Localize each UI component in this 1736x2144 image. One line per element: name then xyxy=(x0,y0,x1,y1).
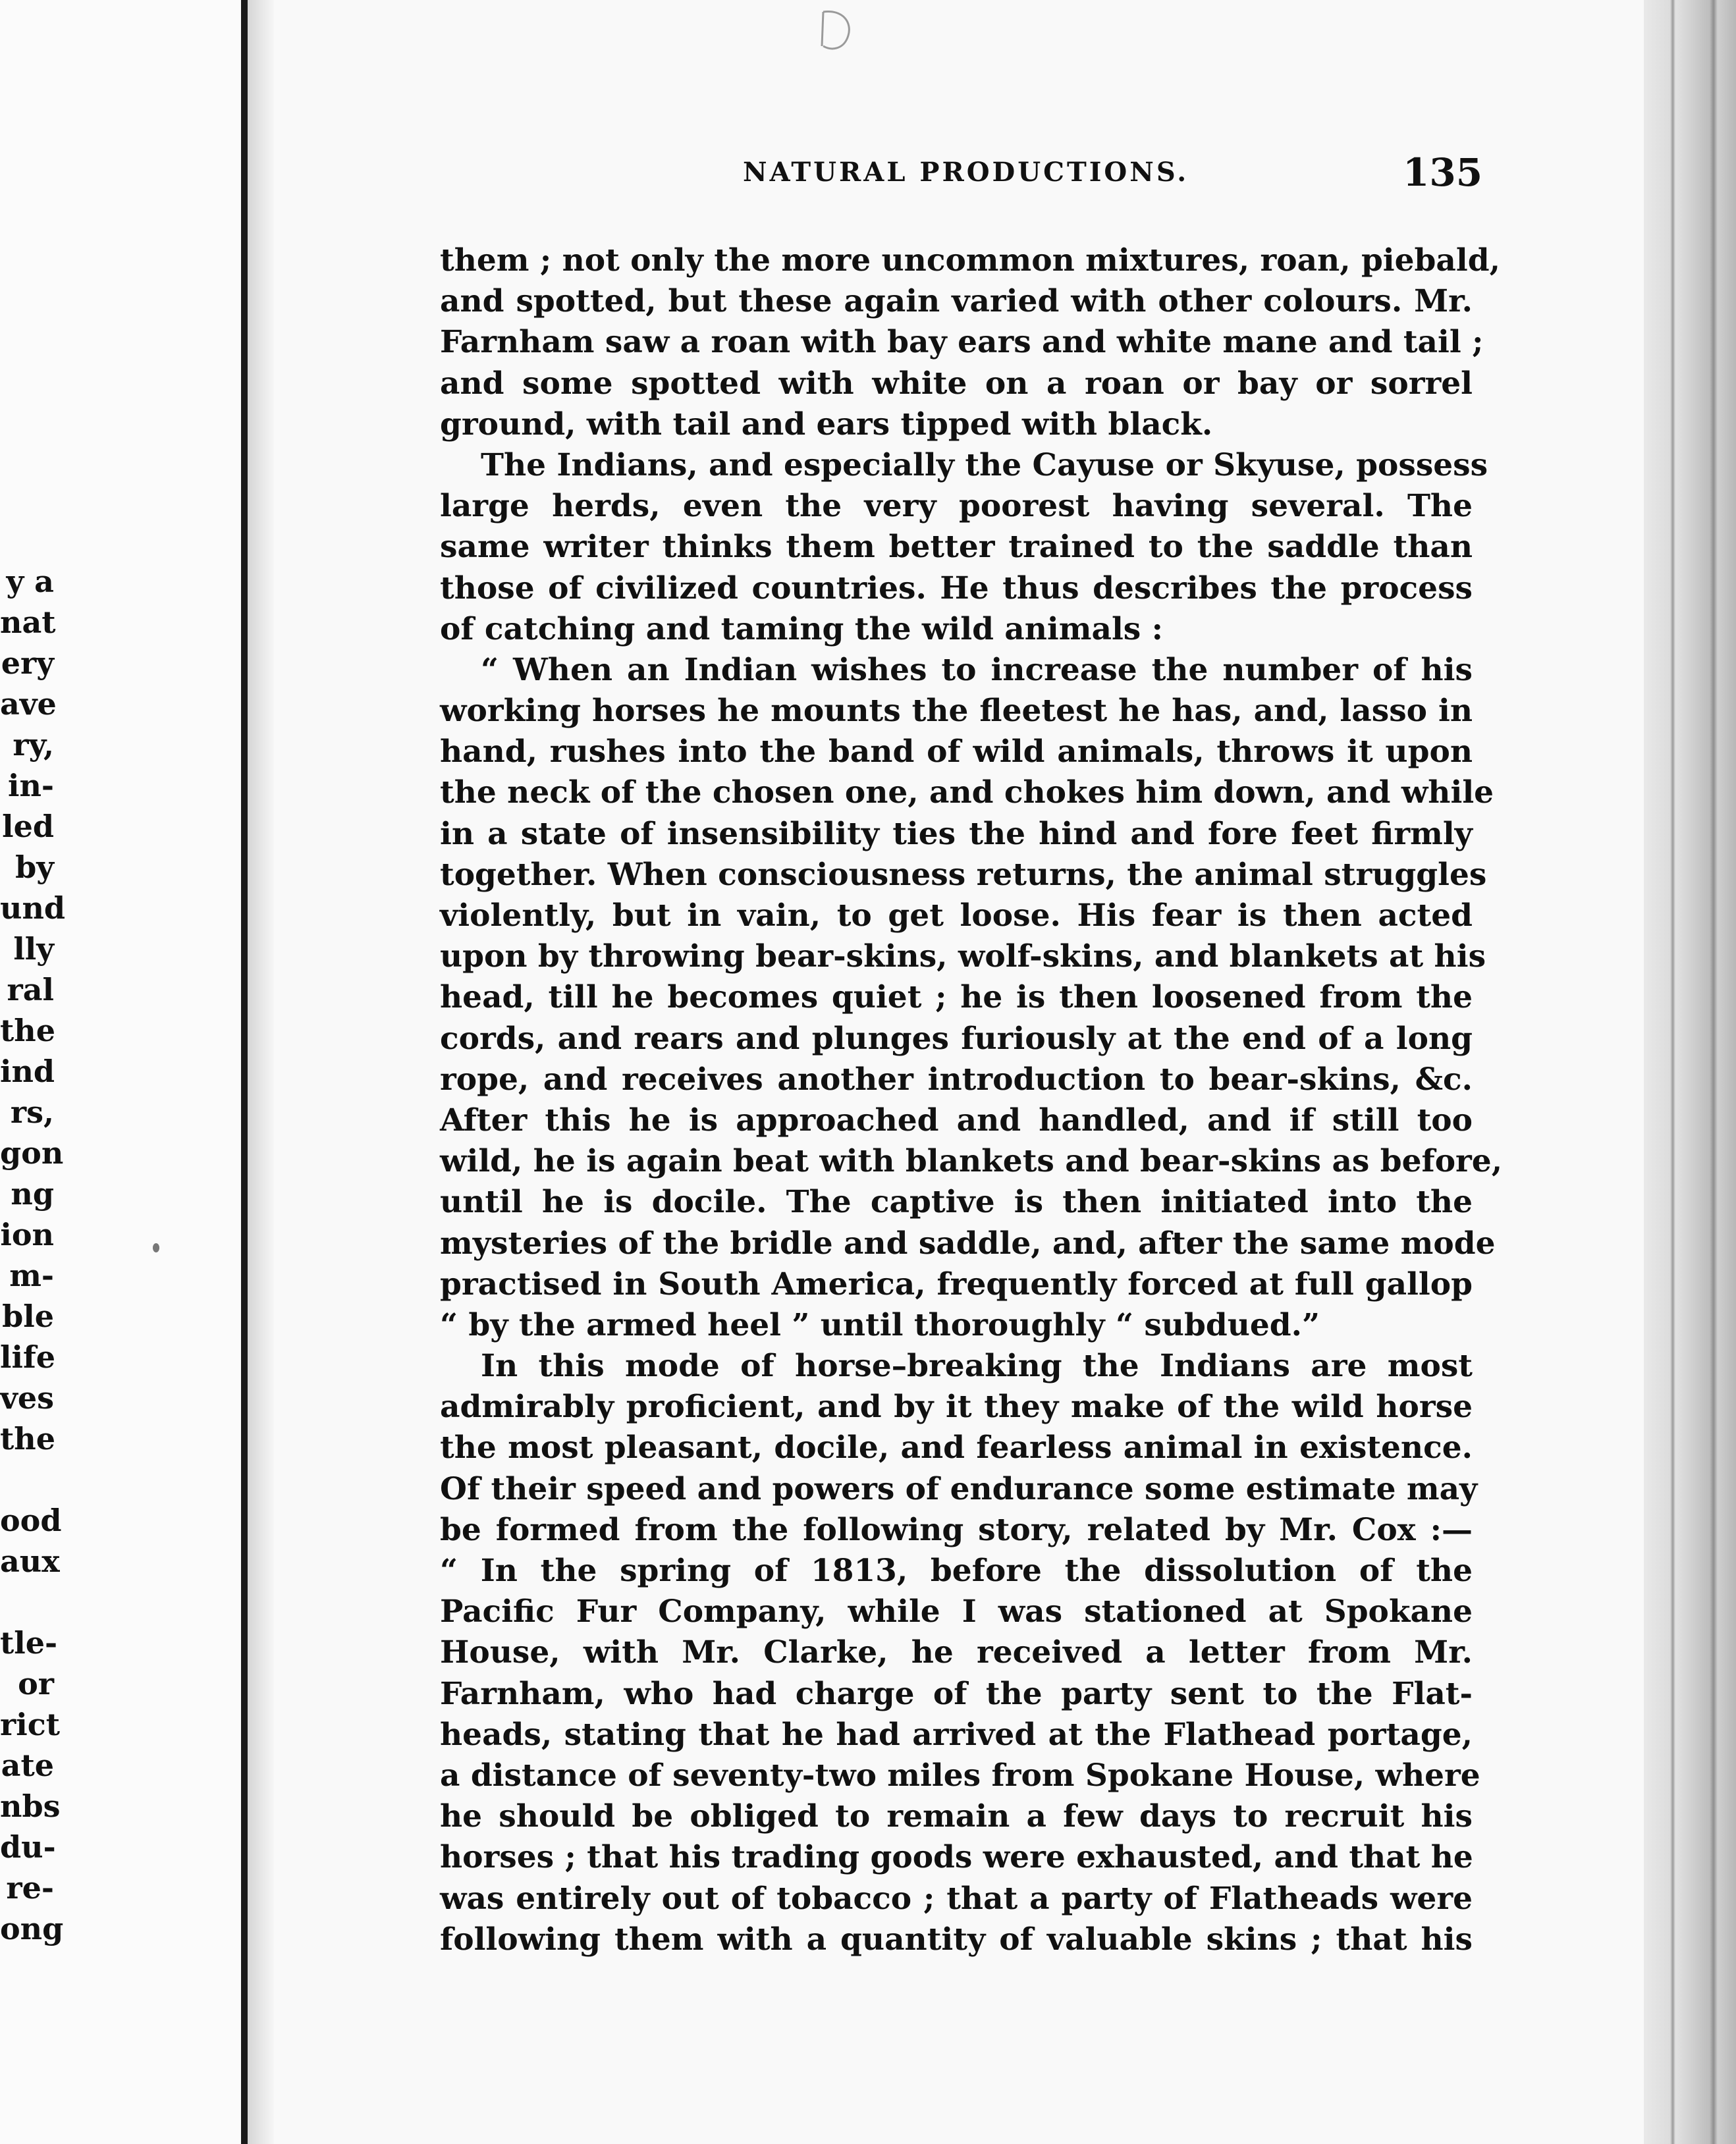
facing-page-fragment: re- xyxy=(6,1870,54,1906)
facing-page-fragment: ral xyxy=(7,972,54,1007)
text-line: wild, he is again beat with blankets and bear-skins as before, xyxy=(440,1143,1503,1180)
body-text xyxy=(440,240,1503,1960)
text-line: admirably proficient, and by it they make of the wild horse xyxy=(440,1389,1473,1426)
facing-page-fragment: ong xyxy=(0,1911,64,1946)
text-line: upon by throwing bear-skins, wolf-skins, and blankets at his xyxy=(440,938,1486,975)
text-line: Pacific Fur Company, while I was stationed at Spokane xyxy=(440,1594,1473,1630)
text-line: In this mode of horse–breaking the Indians are most xyxy=(481,1348,1473,1385)
facing-page-fragment: ng xyxy=(11,1176,54,1212)
page-edge-stack xyxy=(1644,0,1736,2144)
text-line: working horses he mounts the fleetest he has, and, lasso in xyxy=(440,693,1473,730)
text-line: until he is docile. The captive is then initiated into the xyxy=(440,1184,1473,1221)
pencil-mark-icon xyxy=(811,5,864,58)
facing-page-fragment: lly xyxy=(13,931,54,967)
facing-page-fragment: gon xyxy=(0,1135,64,1171)
facing-page-fragment: life xyxy=(0,1339,56,1375)
text-line: same writer thinks them better trained to the saddle than xyxy=(440,529,1473,566)
facing-page-fragment: in- xyxy=(7,768,54,803)
facing-page-fragment xyxy=(0,1459,54,1500)
facing-page xyxy=(0,0,245,2144)
text-line: the most pleasant, docile, and fearless animal in existence. xyxy=(440,1430,1473,1466)
facing-page-fragment: und xyxy=(0,890,66,926)
text-line: “ When an Indian wishes to increase the number of his xyxy=(481,651,1473,688)
facing-page-fragment: m- xyxy=(9,1258,54,1293)
facing-page-fragment: y a xyxy=(6,564,54,599)
text-line: violently, but in vain, to get loose. His fear is then acted xyxy=(440,898,1473,934)
text-line: the neck of the chosen one, and chokes him down, and while xyxy=(440,774,1494,811)
facing-page-fragment: nat xyxy=(0,604,56,640)
facing-page-fragment xyxy=(0,1582,54,1622)
text-line: Farnham saw a roan with bay ears and white mane and tail ; xyxy=(440,324,1484,361)
text-line: “ In the spring of 1813, before the dissolution of the xyxy=(440,1553,1473,1589)
gutter-binding-line xyxy=(241,0,248,2144)
facing-page-fragment: ood xyxy=(0,1503,62,1538)
gutter-shadow xyxy=(248,0,274,2144)
facing-page-fragment: ry, xyxy=(13,727,54,763)
text-line: horses ; that his trading goods were exhausted, and that he xyxy=(440,1839,1473,1876)
text-line: and some spotted with white on a roan or bay or sorrel xyxy=(440,365,1473,402)
text-line: cords, and rears and plunges furiously at the end of a long xyxy=(440,1020,1473,1057)
text-line: and spotted, but these again varied with other colours. Mr. xyxy=(440,283,1473,320)
text-line: of catching and taming the wild animals : xyxy=(440,610,1163,647)
facing-page-fragment: ble xyxy=(2,1299,54,1334)
ink-speck xyxy=(153,1243,159,1252)
text-line: hand, rushes into the band of wild animals, throws it upon xyxy=(440,734,1473,770)
facing-page-fragment: or xyxy=(18,1666,54,1702)
text-line: he should be obliged to remain a few days to recruit his xyxy=(440,1798,1473,1835)
text-line: together. When consciousness returns, the animal struggles xyxy=(440,856,1487,893)
facing-page-fragment: the xyxy=(0,1421,55,1457)
facing-page-fragment: ery xyxy=(1,645,54,681)
text-line: those of civilized countries. He thus describes the process xyxy=(440,570,1473,606)
facing-page-fragment: rict xyxy=(0,1707,60,1742)
facing-page-fragment: the xyxy=(0,1013,55,1048)
text-line: them ; not only the more uncommon mixtures, roan, piebald, xyxy=(440,242,1500,279)
text-line: rope, and receives another introduction to bear-skins, &c. xyxy=(440,1061,1473,1098)
facing-page-fragment: ind xyxy=(0,1054,55,1089)
text-line: a distance of seventy-two miles from Spokane House, where xyxy=(440,1757,1480,1794)
text-line: practised in South America, frequently forced at full gallop xyxy=(440,1266,1473,1302)
facing-page-fragment: nbs xyxy=(0,1788,61,1824)
facing-page-fragment: ave xyxy=(0,686,57,722)
text-line: be formed from the following story, related by Mr. Cox :— xyxy=(440,1511,1473,1548)
text-line: was entirely out of tobacco ; that a party of Flatheads were xyxy=(440,1880,1473,1917)
facing-page-fragment: ion xyxy=(0,1217,54,1252)
text-line: mysteries of the bridle and saddle, and, after the same mode xyxy=(440,1225,1496,1262)
page-number: 135 xyxy=(1403,150,1483,195)
text-line: heads, stating that he had arrived at the Flathead portage, xyxy=(440,1716,1473,1753)
text-line: ground, with tail and ears tipped with black. xyxy=(440,406,1213,442)
text-line: “ by the armed heel ” until thoroughly “ subdued.” xyxy=(440,1306,1320,1343)
facing-page-fragment: ves xyxy=(0,1380,54,1416)
facing-page-text-fragments xyxy=(0,561,66,1949)
text-line: Of their speed and powers of endurance some estimate may xyxy=(440,1470,1478,1507)
facing-page-fragment: ate xyxy=(1,1748,54,1783)
text-line: After this he is approached and handled, and if still too xyxy=(440,1102,1473,1139)
facing-page-fragment: by xyxy=(15,849,54,885)
facing-page-fragment: tle- xyxy=(0,1625,58,1661)
text-line: House, with Mr. Clarke, he received a letter from Mr. xyxy=(440,1634,1473,1671)
text-line: large herds, even the very poorest having several. The xyxy=(440,488,1473,525)
running-head: NATURAL PRODUCTIONS. xyxy=(743,157,1189,188)
text-line: head, till he becomes quiet ; he is then loosened from the xyxy=(440,979,1473,1016)
facing-page-fragment: aux xyxy=(0,1543,60,1579)
facing-page-fragment: du- xyxy=(0,1829,56,1865)
text-line: Farnham, who had charge of the party sent to the Flat- xyxy=(440,1675,1473,1712)
facing-page-fragment: rs, xyxy=(10,1094,54,1130)
text-line: The Indians, and especially the Cayuse or Skyuse, possess xyxy=(481,446,1488,483)
text-line: following them with a quantity of valuable skins ; that his xyxy=(440,1921,1473,1958)
facing-page-fragment: led xyxy=(2,809,54,844)
text-line: in a state of insensibility ties the hind and fore feet firmly xyxy=(440,815,1473,852)
